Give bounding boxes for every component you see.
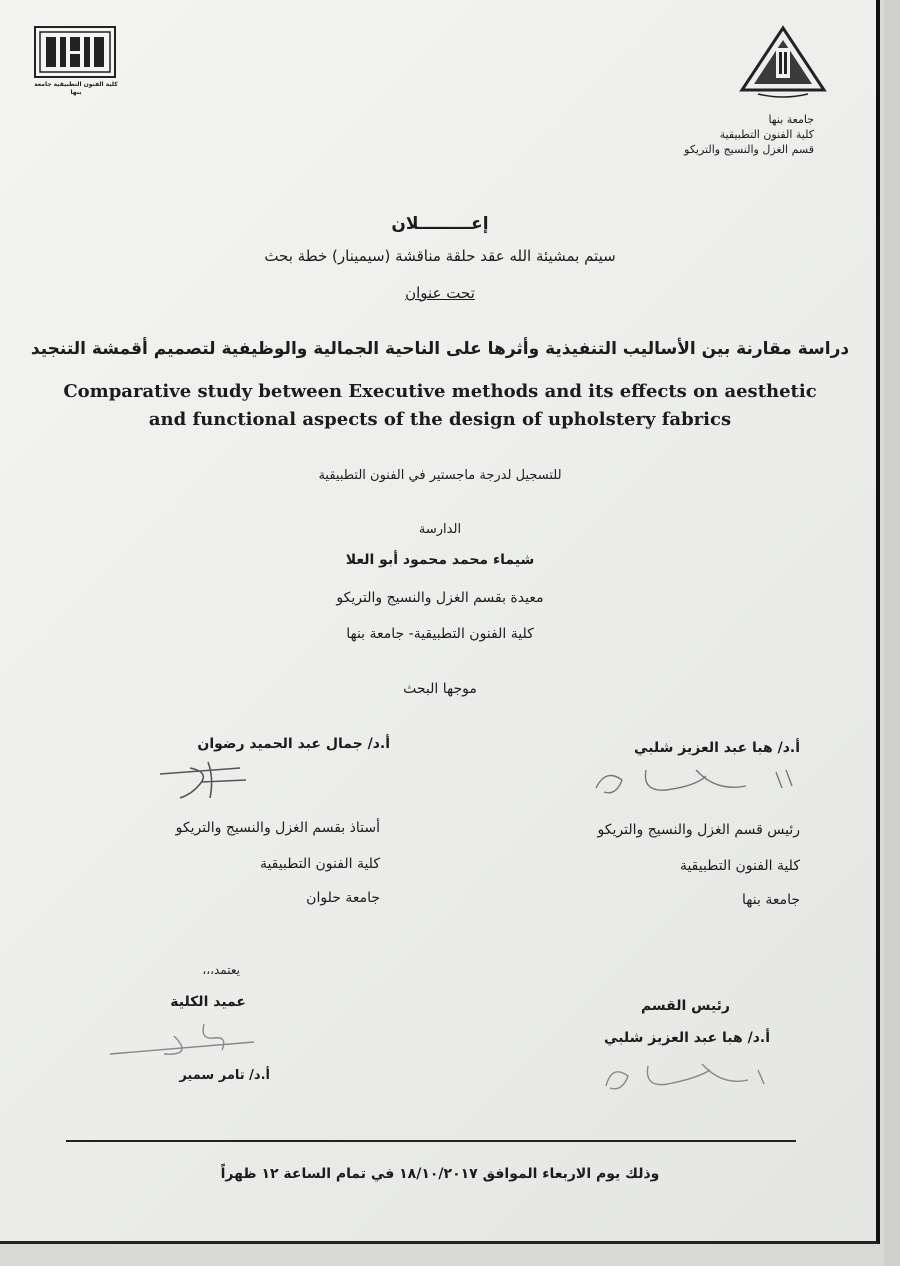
thesis-title-english-line-1: Comparative study between Executive methods and its effects on aesthetic [63,381,817,402]
footer-divider [66,1140,796,1142]
announcement-intro: سيتم بمشيئة الله عقد حلقة مناقشة (سيمينار) خطة بحث [264,247,616,265]
university-logo [738,24,828,100]
thesis-title-english-line-2: and functional aspects of the design of upholstery fabrics [148,409,732,430]
department-head-name: أ.د/ هبا عبد العزيز شلبي [604,1030,770,1046]
supervisors-label: موجها البحث [403,681,477,697]
page-edge [884,0,900,1266]
university-name: جامعة بنها [768,113,814,126]
thesis-title-arabic: دراسة مقارنة بين الأساليب التنفيذية وأثرها على الناحية الجمالية والوظيفية لتصميم أقمشة التنجيد [30,339,850,359]
supervisor-right-university: جامعة بنها [742,892,800,908]
faculty-logo [34,26,118,98]
dean-signature [104,1016,264,1062]
department-head-title: رئيس القسم [640,998,730,1014]
department-name: قسم الغزل والنسيج والتريكو [684,143,814,156]
supervisor-right-name: أ.د/ هبا عبد العزيز شلبي [634,740,800,756]
supervisor-left-university: جامعة حلوان [306,890,380,906]
researcher-label: الدارسة [418,522,462,537]
under-title-label: تحت عنوان [405,284,475,302]
supervisor-left-faculty: كلية الفنون التطبيقية [259,856,380,872]
faculty-logo-caption: كلية الفنون التطبيقية جامعة بنها [34,81,118,96]
researcher-name: شيماء محمد محمود أبو العلا [345,552,535,568]
institution-header [594,112,814,157]
announcement-heading: إعـــــــــلان [391,214,489,234]
supervisor-right-faculty: كلية الفنون التطبيقية [679,858,800,874]
department-head-signature [598,1056,778,1096]
researcher-role: معيدة بقسم الغزل والنسيج والتريكو [336,590,544,606]
degree-registration: للتسجيل لدرجة ماجستير في الفنون التطبيقية [318,468,562,483]
supervisor-right-position: رئيس قسم الغزل والنسيج والتريكو [597,822,800,838]
footer-date-note: وذلك يوم الاربعاء الموافق ١٨/١٠/٢٠١٧ في تمام الساعة ١٢ ظهراً [220,1166,660,1182]
approval-label: يعتمد،،، [202,963,240,977]
thesis-title-english [0,378,880,434]
dean-name: أ.د/ تامر سمير [179,1068,270,1083]
supervisor-right-signature [586,762,806,802]
dean-title: عميد الكلية [170,994,246,1010]
researcher-institution: كلية الفنون التطبيقية- جامعة بنها [346,626,534,642]
faculty-name: كلية الفنون التطبيقية [719,128,814,141]
supervisor-left-name: أ.د/ جمال عبد الحميد رضوان [197,736,390,752]
supervisor-left-signature [150,758,260,804]
supervisor-left-position: أستاذ بقسم الغزل والنسيج والتريكو [175,820,380,836]
